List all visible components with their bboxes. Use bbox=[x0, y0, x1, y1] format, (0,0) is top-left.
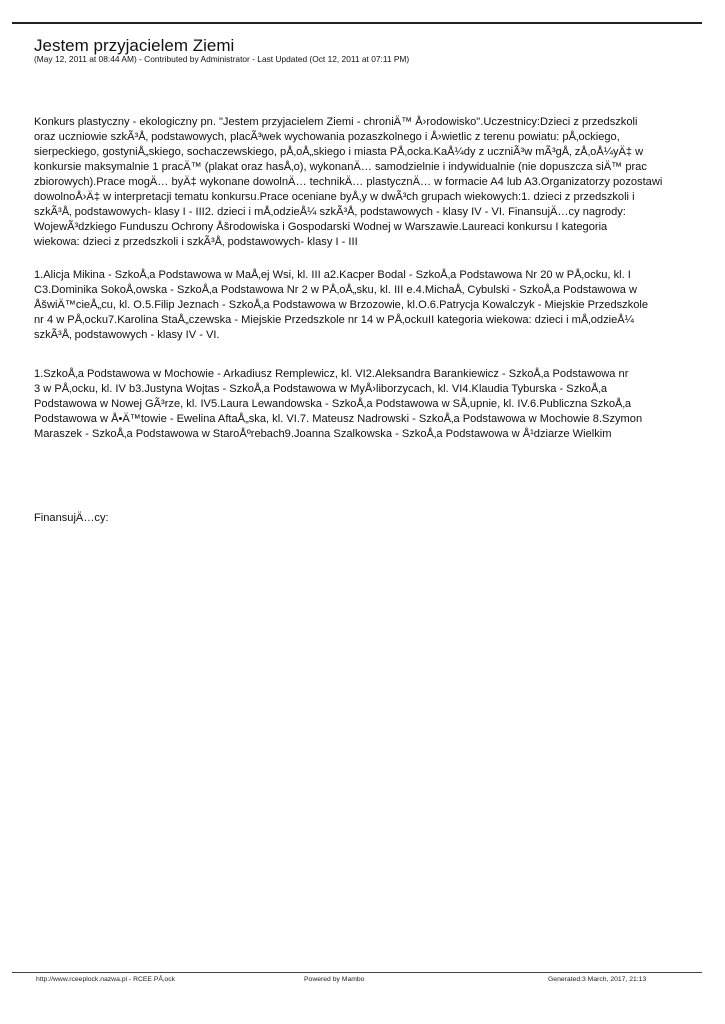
paragraph-line: Konkurs plastyczny - ekologiczny pn. "Jestem przyjacielem Ziemi - chroniÄ™ Å›rodowisko".Uczestnicy:Dzieci z przedszkoli bbox=[34, 116, 638, 128]
paragraph-line: nr 4 w PÅ‚ocku7.Karolina StaÅ„czewska - Miejskie Przedszkole nr 14 w PÅ‚ockuII kategoria wiekowa: dzieci i mÅ‚odzieÅ¼ bbox=[34, 314, 634, 326]
header-divider bbox=[12, 22, 702, 24]
paragraph-line: FinansujÄ…cy: bbox=[34, 512, 109, 524]
sponsors-paragraph bbox=[34, 511, 725, 526]
article-title: Jestem przyjacielem Ziemi bbox=[34, 36, 235, 55]
paragraph-line: szkÃ³Å‚ podstawowych- klasy I - III2. dzieci i mÅ‚odzieÅ¼ szkÃ³Å‚ podstawowych - klasy IV - VI. FinansujÄ…cy nagrody: bbox=[34, 206, 626, 218]
footer-generated-date: Generated:3 March, 2017, 21:13 bbox=[548, 976, 647, 983]
paragraph-line: Maraszek - SzkoÅ‚a Podstawowa w StaroÅºrebach9.Joanna Szalkowska - SzkoÅ‚a Podstawowa w Å¹dziarze Wielkim bbox=[34, 428, 612, 440]
paragraph-line: zbiorowych).Prace mogÄ… byÄ‡ wykonane dowolnÄ… technikÄ… plastycznÄ… w formacie A4 lub A3.Organizatorzy pozostawi bbox=[34, 176, 663, 188]
intro-paragraph bbox=[34, 115, 725, 250]
paragraph-line: 1.SzkoÅ‚a Podstawowa w Mochowie - Arkadiusz Remplewicz, kl. VI2.Aleksandra Barankiewicz - SzkoÅ‚a Podstawowa nr bbox=[34, 368, 629, 380]
paragraph-line: Podstawowa w Å•Ä™towie - Ewelina AftaÅ„ska, kl. VI.7. Mateusz Nadrowski - SzkoÅ‚a Podstawowa w Mochowie 8.Szymon bbox=[34, 413, 643, 425]
paragraph-line: 1.Alicja Mikina - SzkoÅ‚a Podstawowa w MaÅ‚ej Wsi, kl. III a2.Kacper Bodal - SzkoÅ‚a Podstawowa Nr 20 w PÅ‚ocku, kl. I bbox=[34, 269, 631, 281]
footer-divider bbox=[12, 972, 702, 973]
paragraph-line: 3 w PÅ‚ocku, kl. IV b3.Justyna Wojtas - SzkoÅ‚a Podstawowa w MyÅ›liborzycach, kl. VI4.Klaudia Tyburska - SzkoÅ‚a bbox=[34, 383, 608, 395]
paragraph-line: oraz uczniowie szkÃ³Å‚ podstawowych, placÃ³wek wychowania pozaszkolnego i Å›wietlic z terenu powiatu: pÅ‚ockiego, bbox=[34, 131, 620, 143]
paragraph-line: dowolnoÅ›Ä‡ w interpretacji tematu konkursu.Prace oceniane byÅ‚y w dwÃ³ch grupach wiekowych:1. dzieci z przedszkoli i bbox=[34, 191, 635, 203]
article-meta: (May 12, 2011 at 08:44 AM) - Contributed by Administrator - Last Updated (Oct 12, 2011 at 07:11 PM) bbox=[34, 54, 410, 64]
footer-powered-by: Powered by Mambo bbox=[304, 976, 365, 983]
paragraph-line: sierpeckiego, gostyniÅ„skiego, sochaczewskiego, pÅ‚oÅ„skiego i miasta PÅ‚ocka.KaÅ¼dy z uczniÃ³w mÃ³gÅ‚ zÅ‚oÅ¼yÄ‡ w bbox=[34, 146, 644, 158]
paragraph-line: ÅšwiÄ™cieÅ„cu, kl. O.5.Filip Jeznach - SzkoÅ‚a Podstawowa w Brzozowie, kl.O.6.Patrycja Kowalczyk - Miejskie Przedszkole bbox=[34, 299, 649, 311]
paragraph-line: konkursie maksymalnie 1 pracÄ™ (plakat oraz hasÅ‚o), wykonanÄ… samodzielnie i indywidualnie (nie dopuszcza siÄ™ prac bbox=[34, 161, 647, 173]
paragraph-line: szkÃ³Å‚ podstawowych - klasy IV - VI. bbox=[34, 329, 220, 341]
laureates-category-2 bbox=[34, 367, 725, 442]
paragraph-line: WojewÃ³dzkiego Funduszu Ochrony Åšrodowiska i Gospodarski Wodnej w Warszawie.Laureaci konkursu I kategoria bbox=[34, 221, 608, 233]
paragraph-line: Podstawowa w Nowej GÃ³rze, kl. IV5.Laura Lewandowska - SzkoÅ‚a Podstawowa w SÅ‚upnie, kl. IV.6.Publiczna SzkoÅ‚a bbox=[34, 398, 632, 410]
paragraph-line: C3.Dominika SokoÅ‚owska - SzkoÅ‚a Podstawowa Nr 2 w PÅ‚oÅ„sku, kl. III e.4.MichaÅ‚ Cybulski - SzkoÅ‚a Podstawowa w bbox=[34, 284, 637, 296]
footer-site-url: http://www.rceeplock.nazwa.pl - RCEE PÅ‚ock bbox=[36, 976, 176, 983]
paragraph-line: wiekowa: dzieci z przedszkoli i szkÃ³Å‚ podstawowych- klasy I - III bbox=[34, 236, 358, 248]
laureates-category-1 bbox=[34, 268, 725, 343]
